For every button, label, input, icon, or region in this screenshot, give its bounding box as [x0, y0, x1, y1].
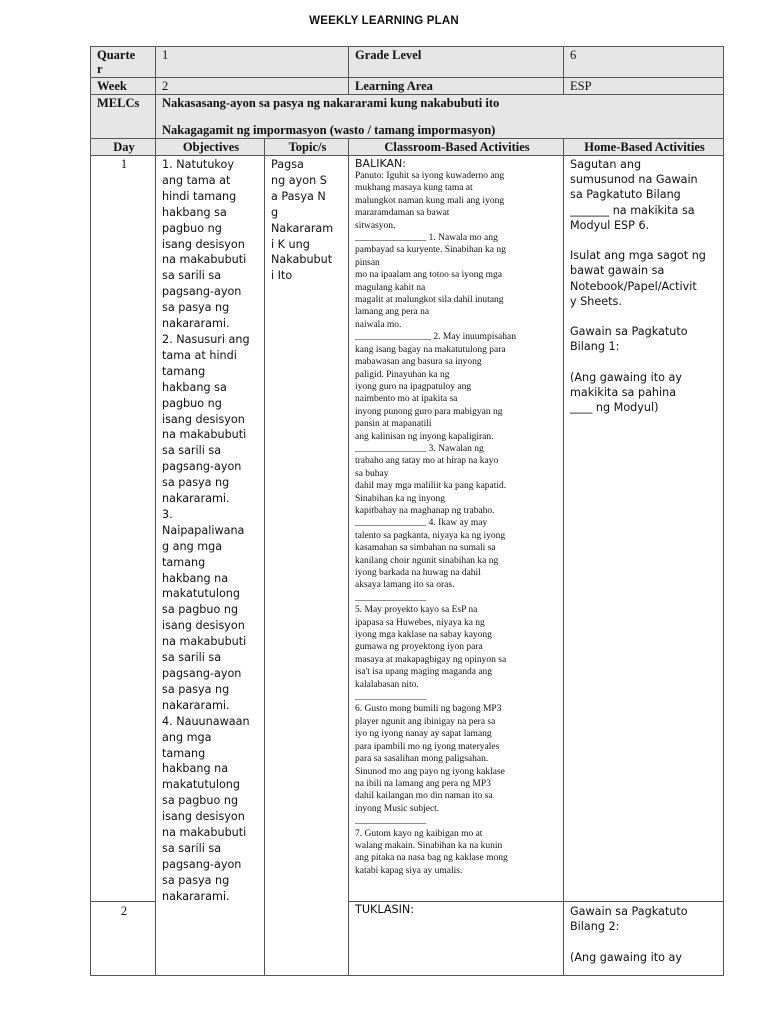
quarter-row: [91, 47, 724, 78]
header-topics: Topic/s: [265, 139, 349, 156]
melcs-line-1: Nakasasang-ayon sa pasya ng nakararami kung nakabubuti ito: [162, 96, 500, 110]
day1-topic: Pagsa ng ayon S a Pasya N g Nakararam i K ung Nakabubut i Ito: [265, 156, 349, 976]
learning-area-label: Learning Area: [349, 78, 564, 95]
melcs-row: [91, 95, 724, 139]
melcs-content: [156, 95, 724, 139]
quarter-value: 1: [156, 47, 349, 78]
day1-home: Sagutan ang sumusunod na Gawain sa Pagkatuto Bilang _______ na makikita sa Modyul ESP 6. Isulat ang mga sagot ng bawat gawain sa Notebook/Papel/Activit y Sheets. Gawain sa Pagkatuto Bilang 1: (Ang gawaing ito ay makikita sa pahina ____ ng Modyul): [564, 156, 724, 902]
header-classroom: Classroom-Based Activities: [349, 139, 564, 156]
grade-level-value: 6: [564, 47, 724, 78]
header-objectives: Objectives: [156, 139, 265, 156]
page-title: WEEKLY LEARNING PLAN: [309, 15, 459, 27]
day1-classroom: [349, 156, 564, 902]
balikan-body: Panuto: Iguhit sa iyong kuwaderno ang mukhang masaya kung tama at malungkot naman kung mali ang iyong mararamdaman sa bawat sitwasyon. _______________ 1. Nawala mo ang pambayad sa kuryente. Sinabihan ka ng pinsan mo na ipaalam ang totoo sa iyong mga magulang kahit na magalit at malungkot sila dahil inutang lamang ang pera na naiwala mo. ________________ 2. May inuumpisahan kang isang bagay na makatutulong para mabawasan ang basura sa inyong paligid. Pinayuhan ka ng iyong guro na ipagpatuloy ang naimbento mo at ipakita sa inyong punong guro para mabigyan ng pansin at mapanatili ang kalinisan ng inyong kapaligiran. _______________ 3. Nawalan ng trabaho ang tatay mo at hirap na kayo sa buhay dahil may mga maliliit ka pang kapatid. Sinabihan ka ng inyong kapitbahay na maghanap ng trabaho. _______________ 4. Ikaw ay may talento sa pagkanta, niyaya ka ng iyong kasamahan sa simbahan na sumali sa kanilang choir ngunit sinabihan ka ng iyong barkada na huwag na dahil aksaya lamang ito sa oras. _______________ 5. May proyekto kayo sa EsP na ipapasa sa Huwebes, niyaya ka ng iyong mga kaklase na sabay kayong gumawa ng proyektong iyon para masaya at makapagbigay ng opinyon sa isa't isa upang maging maganda ang kalalabasan nito. _______________ 6. Gusto mong bumili ng bagong MP3 player ngunit ang ibinigay na pera sa iyo ng iyong nanay ay sapat lamang para ipambili mo ng iyong materyales para sa sasalihan mong paligsahan. Sinunod mo ang payo ng iyong kaklase na ibili na lamang ang pera ng MP3 dahil kailangan mo din naman ito sa inyong Music subject. _______________ 7. Gutom kayo ng kaibigan mo at walang makain. Sinabihan ka na kunin ang pitaka na nasa bag ng kaklase mong katabi kapag siya ay umalis.: [355, 171, 516, 876]
day1-number: 1: [91, 156, 156, 902]
day1-row: [91, 156, 724, 902]
week-label: Week: [91, 78, 156, 95]
header-day: Day: [91, 139, 156, 156]
learning-area-value: ESP: [564, 78, 724, 95]
day1-objectives: 1. Natutukoy ang tama at hindi tamang hakbang sa pagbuo ng isang desisyon na makabubuti sa sarili sa pagsang-ayon sa pasya ng nakararami. 2. Nasusuri ang tama at hindi tamang hakbang sa pagbuo ng isang desisyon na makabubuti sa sarili sa pagsang-ayon sa pasya ng nakararami. 3. Naipapaliwana g ang mga tamang hakbang na makatutulong sa pagbuo ng isang desisyon na makabubuti sa sarili sa pagsang-ayon sa pasya ng nakararami. 4. Nauunawaan ang mga tamang hakbang na makatutulong sa pagbuo ng isang desisyon na makabubuti sa sarili sa pagsang-ayon sa pasya ng nakararami.: [156, 156, 265, 976]
header-home: Home-Based Activities: [564, 139, 724, 156]
weekly-plan-table: [90, 46, 724, 976]
week-row: [91, 78, 724, 95]
day2-home: Gawain sa Pagkatuto Bilang 2: (Ang gawaing ito ay: [564, 902, 724, 976]
day2-classroom: TUKLASIN:: [349, 902, 564, 976]
grade-level-label: Grade Level: [349, 47, 564, 78]
quarter-label: Quarte r: [91, 47, 156, 78]
week-value: 2: [156, 78, 349, 95]
header-row: [91, 139, 724, 156]
melcs-line-2: Nakagagamit ng impormasyon (wasto / tamang impormasyon): [162, 123, 496, 137]
balikan-heading: BALIKAN:: [355, 157, 406, 170]
day2-number: 2: [91, 902, 156, 976]
melcs-label: MELCs: [91, 95, 156, 139]
